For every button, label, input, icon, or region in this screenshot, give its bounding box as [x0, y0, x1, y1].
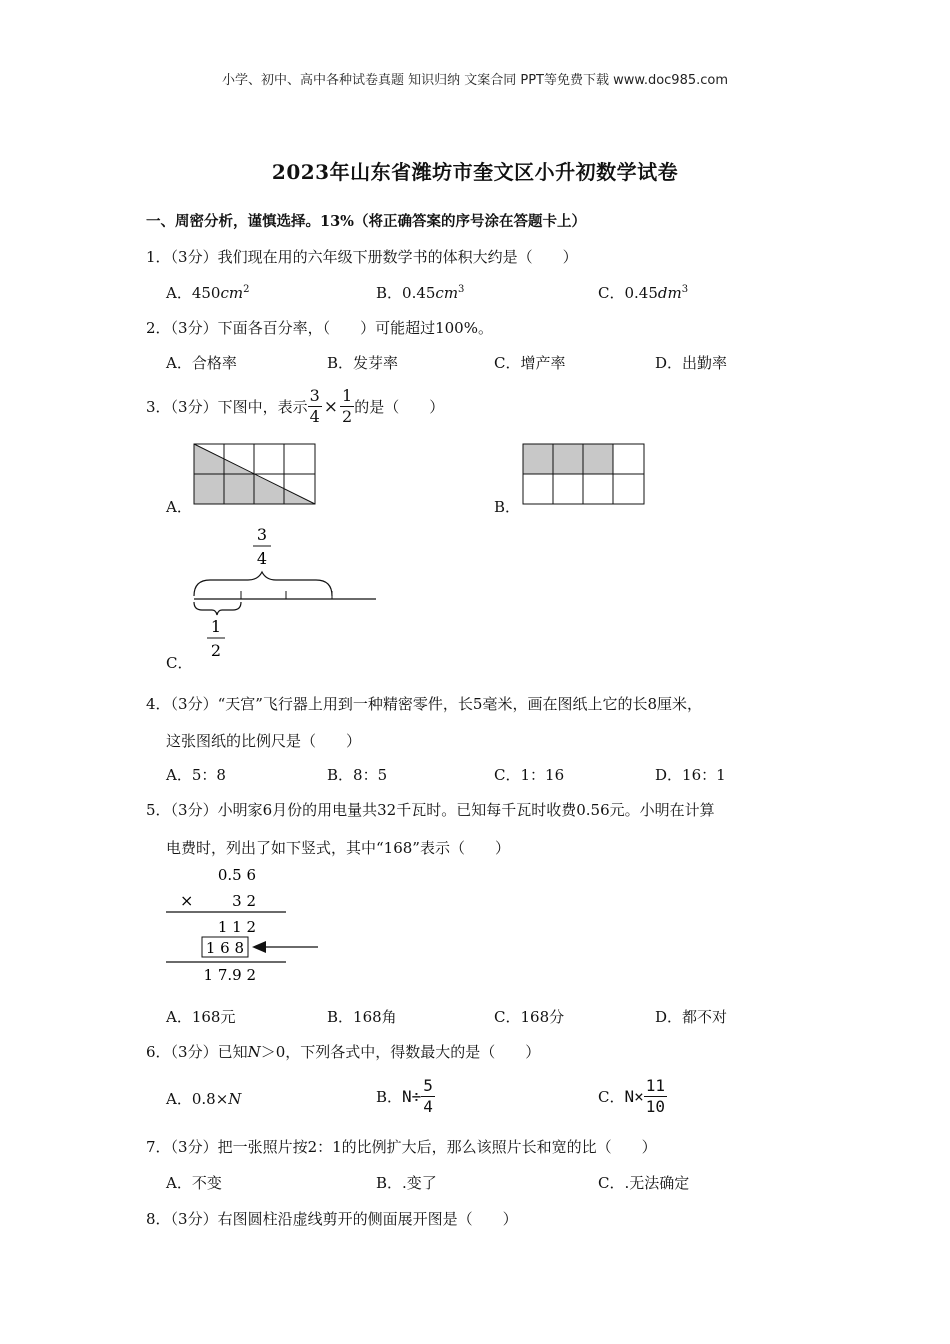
question-7-option-a[interactable]: A．不变: [166, 1174, 222, 1192]
question-4-stem-line1: 4．（3分）“天宫”飞行器上用到一种精密零件，长5毫米，画在图纸上它的长8厘米，: [146, 695, 703, 713]
bottom-fraction-denominator: 2: [210, 641, 222, 660]
top-fraction-numerator: 3: [256, 525, 268, 544]
question-7-option-b[interactable]: B．.变了: [376, 1174, 437, 1192]
section-1-heading: 一、周密分析，谨慎选择。13%（将正确答案的序号涂在答题卡上）: [146, 213, 586, 230]
calc-multiplicand: 0.5 6: [217, 866, 256, 884]
calc-times-sign: ×: [180, 891, 194, 910]
question-1-stem: 1．（3分）我们现在用的六年级下册数学书的体积大约是（ ）: [146, 248, 578, 266]
option-b-grid-figure: [522, 443, 646, 505]
question-7-stem: 7．（3分）把一张照片按2：1的比例扩大后，那么该照片长和宽的比（ ）: [146, 1138, 657, 1156]
question-4-stem-line2: 这张图纸的比例尺是（ ）: [166, 732, 362, 750]
question-1-option-c[interactable]: C．$0.45dm^3$: [598, 284, 689, 302]
question-2-option-c[interactable]: C．增产率: [494, 354, 566, 372]
question-5-stem-line2: 电费时，列出了如下竖式，其中“168”表示（ ）: [166, 839, 510, 857]
question-4-option-c[interactable]: C．1：16: [494, 766, 565, 784]
question-6-option-a[interactable]: A．0.8×N: [166, 1090, 242, 1108]
calc-result: 1 7.9 2: [203, 966, 256, 984]
question-5-option-a[interactable]: A．168元: [166, 1008, 236, 1026]
question-1-option-b[interactable]: B．$0.45cm^3$: [376, 284, 465, 302]
question-2-option-d[interactable]: D．出勤率: [655, 354, 728, 372]
question-4-option-d[interactable]: D．16：1: [655, 766, 726, 784]
calc-multiplier: 3 2: [232, 892, 256, 910]
question-4-option-b[interactable]: B．8：5: [327, 766, 388, 784]
vertical-multiplication-figure: [160, 862, 330, 987]
page-header-text: 小学、初中、高中各种试卷真题 知识归纳 文案合同 PPT等免费下载 www.doc985.com: [221, 73, 729, 88]
question-6-option-b[interactable]: B． N÷ $\frac{5}{4}$: [376, 1075, 433, 1116]
question-2-option-a[interactable]: A．合格率: [166, 354, 237, 372]
question-8-stem: 8．（3分）右图圆柱沿虚线剪开的侧面展开图是（ ）: [146, 1210, 518, 1228]
question-3-option-b[interactable]: B．: [494, 498, 521, 516]
question-7-option-c[interactable]: C．.无法确定: [598, 1174, 690, 1192]
fraction-three-quarters: $\frac{3}{4}$: [309, 386, 320, 426]
question-2-stem: 2．（3分）下面各百分率，（ ）可能超过100%。: [146, 319, 493, 337]
question-6-stem: 6．（3分）已知N＞0，下列各式中，得数最大的是（ ）: [146, 1043, 541, 1061]
top-brace: [194, 572, 332, 596]
bottom-fraction-numerator: 1: [210, 617, 222, 636]
top-fraction-denominator: 4: [256, 549, 268, 568]
question-3-option-a[interactable]: A．: [166, 498, 192, 516]
question-5-option-b[interactable]: B．168角: [327, 1008, 397, 1026]
question-5-option-d[interactable]: D．都不对: [655, 1008, 728, 1026]
question-1-option-a[interactable]: A．$450cm^2$: [166, 284, 250, 302]
option-a-grid-figure: [193, 443, 317, 505]
question-3-stem: 3．（3分）下图中，表示 $\frac{3}{4}$ × $\frac{1}{2}$ 的是（ ）: [146, 386, 445, 426]
question-5-stem-line1: 5．（3分）小明家6月份的用电量共32千瓦时。已知每千瓦时收费0.56元。小明在计算: [146, 801, 715, 819]
shaded-cells: [523, 444, 613, 474]
question-6-option-c[interactable]: C． N× $\frac{11}{10}$: [598, 1075, 666, 1116]
calc-partial-1: 1 1 2: [217, 918, 256, 936]
fraction-one-half: $\frac{1}{2}$: [342, 386, 353, 426]
fraction-eleven-tenths: $\frac{11}{10}$: [645, 1075, 666, 1116]
calc-partial-2: 1 6 8: [205, 939, 244, 957]
question-2-option-b[interactable]: B．发芽率: [327, 354, 399, 372]
question-3-option-c[interactable]: C．: [166, 654, 193, 672]
question-5-option-c[interactable]: C．168分: [494, 1008, 565, 1026]
arrow-head-icon: [252, 941, 266, 953]
page-title: 2023年山东省潍坊市奎文区小升初数学试卷: [271, 160, 679, 184]
bottom-brace: [194, 602, 241, 615]
option-c-number-line-figure: [186, 522, 382, 662]
fraction-five-quarters: $\frac{5}{4}$: [423, 1075, 433, 1116]
question-4-option-a[interactable]: A．5：8: [166, 766, 226, 784]
